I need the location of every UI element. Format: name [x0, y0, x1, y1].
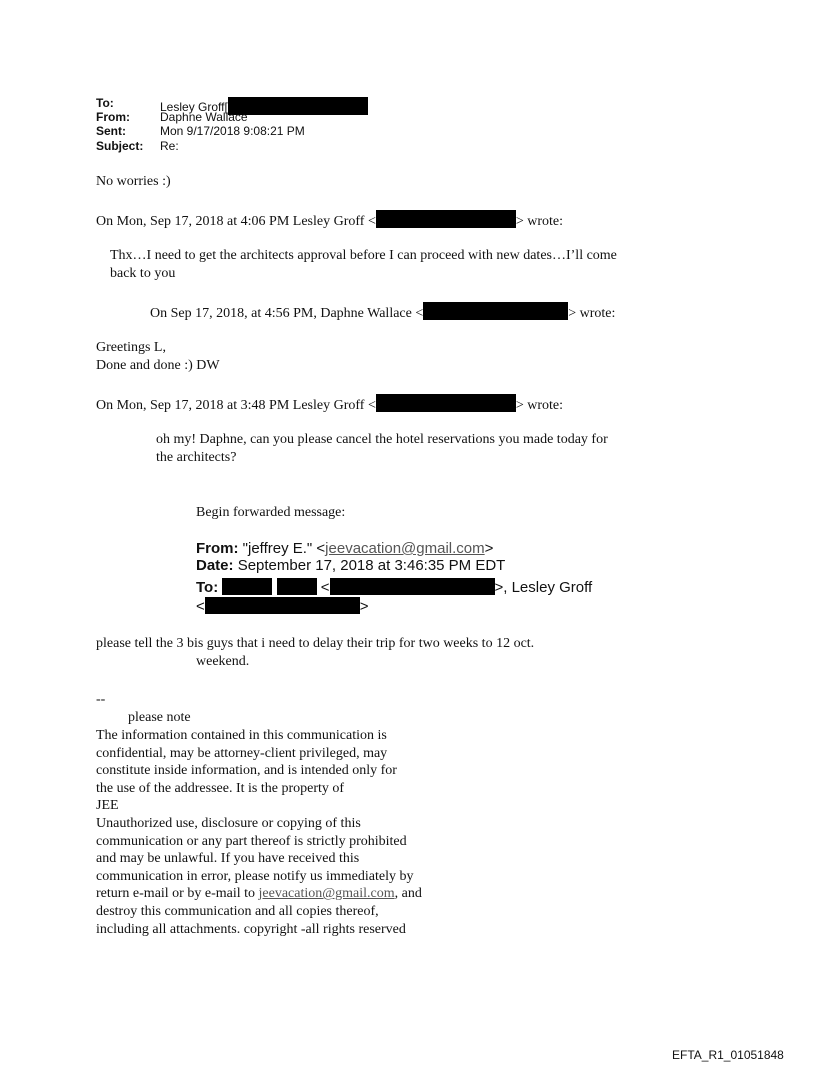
subject-label: Subject: [96, 139, 144, 153]
disclaimer-email-line: return e-mail or by e-mail to jeevacation@gmail.com, and [96, 886, 422, 902]
to-value: Lesley Groff[ [160, 97, 368, 115]
disclaimer-line: destroy this communication and all copies thereof, [96, 903, 379, 919]
disclaimer-line: The information contained in this communication is [96, 728, 387, 743]
disclaimer-line: including all attachments. copyright -all rights reserved [96, 921, 406, 937]
redaction-bar [228, 97, 368, 115]
redaction-bar [376, 210, 516, 228]
forwarded-body-line-1: please tell the 3 bis guys that i need to delay their trip for two weeks to 12 oct. [96, 636, 535, 651]
email-link[interactable]: jeevacation@gmail.com [258, 886, 395, 902]
redaction-bar [376, 394, 516, 412]
from-value: Daphne Wallace [160, 110, 248, 124]
subject-value: Re: [160, 139, 179, 153]
email-link[interactable]: jeevacation@gmail.com [325, 540, 485, 557]
forwarded-body-line-2: weekend. [196, 654, 250, 669]
to-label: To: [96, 96, 114, 110]
disclaimer-line: the use of the addressee. It is the property of [96, 780, 345, 796]
message-2-line-1: Greetings L, [96, 340, 166, 355]
disclaimer-line: communication or any part thereof is strictly prohibited [96, 833, 407, 849]
sent-value: Mon 9/17/2018 9:08:21 PM [160, 124, 305, 138]
redaction-bar [330, 578, 495, 595]
forwarded-to-line-2: < > [196, 598, 369, 615]
please-note-text: please note [128, 710, 191, 725]
redaction-bar [277, 578, 317, 595]
message-1-line-1: Thx…I need to get the architects approval before I can proceed with new dates…I’ll come [110, 248, 617, 263]
forwarded-date: Date: September 17, 2018 at 3:46:35 PM EDT [196, 557, 506, 574]
forwarded-to: To: < >, Lesley Groff [196, 579, 593, 596]
disclaimer [96, 727, 422, 938]
forwarded-from: From: "jeffrey E." <jeevacation@gmail.com> [196, 540, 494, 557]
from-label: From: [96, 110, 130, 124]
document-id: EFTA_R1_01051848 [672, 1048, 784, 1062]
message-2-line-2: Done and done :) DW [96, 358, 220, 373]
redaction-bar [423, 302, 568, 320]
message-3-line-2: the architects? [156, 450, 237, 465]
quote-header-1: On Mon, Sep 17, 2018 at 4:06 PM Lesley Groff < > wrote: [96, 210, 563, 231]
sent-label: Sent: [96, 124, 126, 138]
disclaimer-line: confidential, may be attorney-client privileged, may [96, 745, 388, 761]
message-3-line-1: oh my! Daphne, can you please cancel the hotel reservations you made today for [156, 432, 608, 447]
quote-header-2: On Sep 17, 2018, at 4:56 PM, Daphne Wallace < > wrote: [150, 302, 615, 323]
disclaimer-line: constitute inside information, and is intended only for [96, 763, 397, 779]
redaction-bar [222, 578, 272, 595]
disclaimer-line: and may be unlawful. If you have received this [96, 851, 360, 867]
reply-text: No worries :) [96, 174, 171, 189]
quote-header-3: On Mon, Sep 17, 2018 at 3:48 PM Lesley Groff < > wrote: [96, 394, 563, 415]
signature-dash: -- [96, 692, 106, 707]
disclaimer-line: JEE [96, 798, 119, 814]
redaction-bar [205, 597, 360, 614]
disclaimer-line: Unauthorized use, disclosure or copying of this [96, 815, 361, 831]
message-1-line-2: back to you [110, 266, 176, 281]
begin-forwarded-text: Begin forwarded message: [196, 505, 346, 520]
disclaimer-line: communication in error, please notify us immediately by [96, 868, 414, 884]
